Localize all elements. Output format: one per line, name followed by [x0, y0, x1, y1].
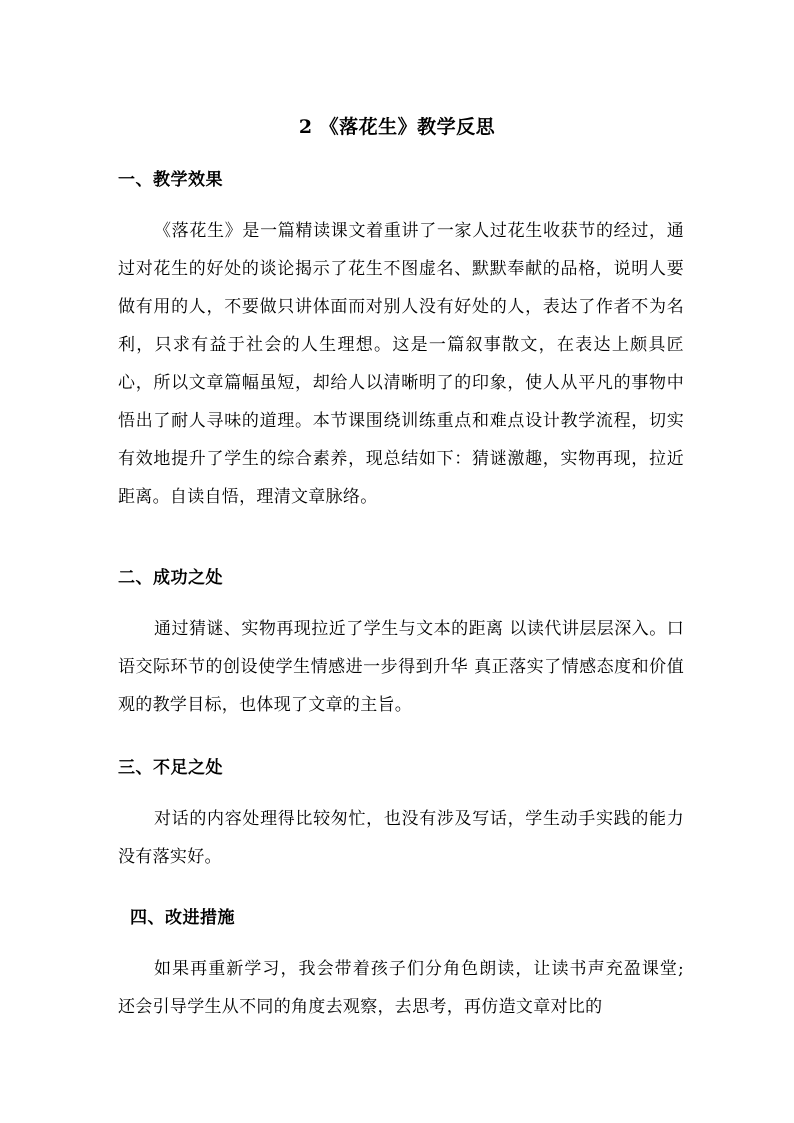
section-heading-teaching-effect: 一、教学效果	[118, 170, 223, 190]
section-heading-successes: 二、成功之处	[118, 568, 223, 588]
document-title: 2 《落花生》教学反思	[298, 116, 496, 138]
section-paragraph-shortcomings: 对话的内容处理得比较匆忙，也没有涉及写话，学生动手实践的能力没有落实好。	[118, 809, 684, 867]
section-heading-improvements: 四、改进措施	[130, 908, 235, 928]
section-paragraph-successes: 通过猜谜、实物再现拉近了学生与文本的距离 以读代讲层层深入。口语交际环节的创设使学生情感进一步得到升华 真正落实了情感态度和价值观的教学目标，也体现了文章的主旨。	[118, 619, 684, 715]
section-paragraph-improvements: 如果再重新学习，我会带着孩子们分角色朗读，让读书声充盈课堂; 还会引导学生从不同的角度去观察，去思考，再仿造文章对比的	[118, 959, 684, 1017]
section-heading-shortcomings: 三、不足之处	[118, 758, 223, 778]
section-paragraph-teaching-effect: 《落花生》是一篇精读课文着重讲了一家人过花生收获节的经过，通过对花生的好处的谈论揭示了花生不图虚名、默默奉献的品格，说明人要做有用的人，不要做只讲体面而对别人没有好处的人，表达了作者不为名利，只求有益于社会的人生理想。这是一篇叙事散文，在表达上颇具匠心，所以文章篇幅虽短，却给人以清晰明了的印象，使人从平凡的事物中悟出了耐人寻味的道理。本节课围绕训练重点和难点设计教学流程，切实有效地提升了学生的综合素养，现总结如下：猜谜激趣，实物再现，拉近距离。自读自悟，理清文章脉络。	[118, 221, 684, 507]
